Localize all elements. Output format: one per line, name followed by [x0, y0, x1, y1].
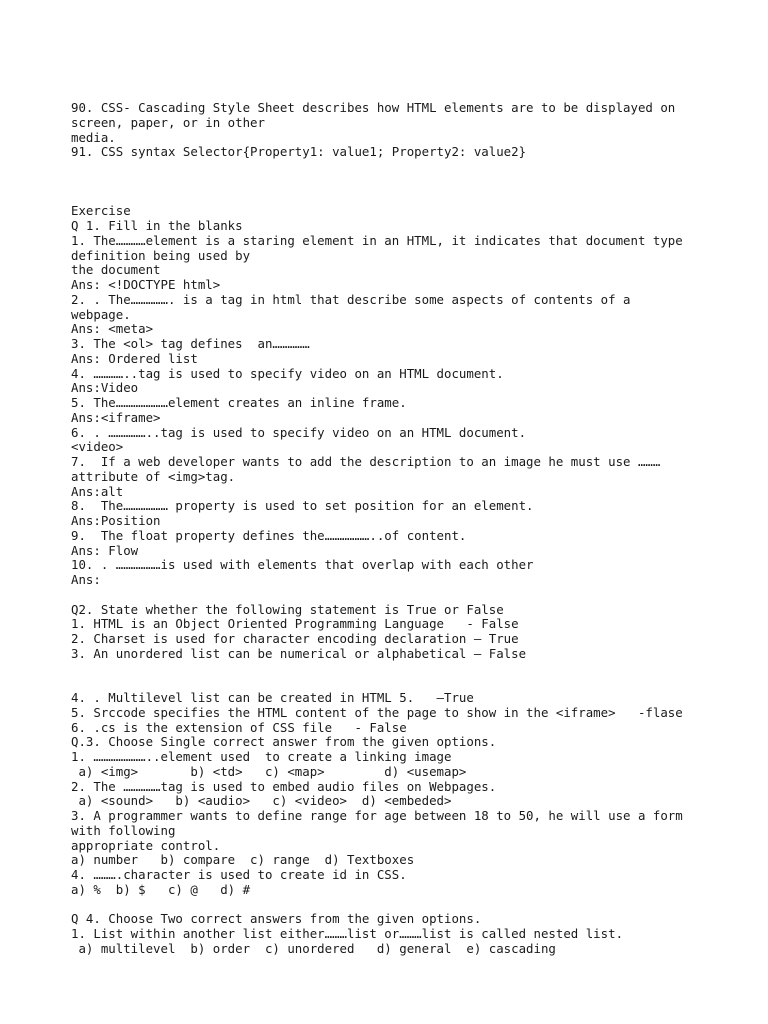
- text-line: Ans:: [71, 572, 101, 587]
- text-line: with following: [71, 822, 176, 838]
- text-line: 3. An unordered list can be numerical or alphabetical – False: [71, 645, 527, 661]
- text-line: 3. The <ol> tag defines an……………: [71, 336, 310, 351]
- text-line: 10. . ………………is used with elements that overlap with each other: [71, 557, 534, 573]
- blank-line: [71, 190, 696, 205]
- text-line: 2. Charset is used for character encoding declaration – True: [71, 631, 519, 646]
- text-line: Ans: <meta>: [71, 321, 154, 337]
- text-line: 5. The…………………element creates an inline frame.: [71, 395, 407, 410]
- blank-line: [71, 898, 696, 913]
- text-line: 2. . The……………. is a tag in html that describe some aspects of contents of a: [71, 291, 631, 307]
- text-line: Q2. State whether the following statement is True or False: [71, 601, 504, 617]
- blank-line: [71, 588, 696, 603]
- text-line: Ans:Video: [71, 380, 139, 396]
- text-line: webpage.: [71, 306, 131, 322]
- text-line: Exercise: [71, 203, 131, 219]
- text-line: Ans:Position: [71, 513, 161, 528]
- text-line: 6. .cs is the extension of CSS file - False: [71, 719, 407, 735]
- text-line: Q 4. Choose Two correct answers from the given options.: [71, 911, 482, 927]
- text-line: Ans:alt: [71, 483, 124, 499]
- blank-line: [71, 160, 696, 175]
- text-line: 1. HTML is an Object Oriented Programming Language - False: [71, 616, 519, 632]
- text-line: 2. The ……………tag is used to embed audio files on Webpages.: [71, 778, 497, 794]
- text-line: a) <img> b) <td> c) <map> d) <usemap>: [71, 763, 467, 779]
- text-line: attribute of <img>tag.: [71, 468, 236, 484]
- text-line: definition being used by: [71, 247, 251, 263]
- text-line: 7. If a web developer wants to add the description to an image he must use ………: [71, 454, 661, 469]
- blank-line: [71, 175, 696, 190]
- text-line: 4. ……….character is used to create id in CSS.: [71, 867, 407, 882]
- text-line: a) multilevel b) order c) unordered d) general e) cascading: [71, 940, 556, 956]
- text-line: 91. CSS syntax Selector{Property1: value1; Property2: value2}: [71, 144, 527, 160]
- text-line: 3. A programmer wants to define range for age between 18 to 50, he will use a form: [71, 808, 683, 823]
- text-line: 4. …………..tag is used to specify video on an HTML document.: [71, 365, 504, 381]
- text-line: Q 1. Fill in the blanks: [71, 218, 243, 233]
- blank-line: [71, 676, 696, 691]
- text-line: 1. …………………..element used to create a linking image: [71, 749, 452, 764]
- text-line: 8. The……………… property is used to set position for an element.: [71, 498, 534, 514]
- text-line: the document: [71, 262, 161, 278]
- text-line: a) <sound> b) <audio> c) <video> d) <embeded>: [71, 793, 452, 809]
- text-line: 1. The…………element is a staring element in an HTML, it indicates that document type: [71, 232, 683, 248]
- text-line: appropriate control.: [71, 837, 221, 853]
- text-line: Q.3. Choose Single correct answer from the given options.: [71, 734, 497, 750]
- text-line: Ans: <!DOCTYPE html>: [71, 277, 221, 292]
- text-line: screen, paper, or in other: [71, 114, 265, 130]
- text-line: Ans: Flow: [71, 542, 139, 558]
- text-line: 9. The float property defines the………………..of content.: [71, 527, 467, 543]
- text-line: 5. Srccode specifies the HTML content of the page to show in the <iframe> -flase: [71, 704, 683, 720]
- text-line: media.: [71, 129, 116, 145]
- text-line: 6. . ……………..tag is used to specify video on an HTML document.: [71, 424, 527, 440]
- text-line: 1. List within another list either………list or………list is called nested list.: [71, 926, 624, 941]
- text-line: <video>: [71, 439, 124, 455]
- text-line: Ans: Ordered list: [71, 350, 198, 366]
- text-line: 4. . Multilevel list can be created in HTML 5. –True: [71, 690, 474, 705]
- text-line: 90. CSS- Cascading Style Sheet describes how HTML elements are to be displayed on: [71, 100, 676, 115]
- text-line: Ans:<iframe>: [71, 409, 161, 425]
- text-line: a) % b) $ c) @ d) #: [71, 881, 251, 897]
- text-line: a) number b) compare c) range d) Textboxes: [71, 852, 415, 868]
- blank-line: [71, 662, 696, 677]
- document-page: [71, 101, 696, 957]
